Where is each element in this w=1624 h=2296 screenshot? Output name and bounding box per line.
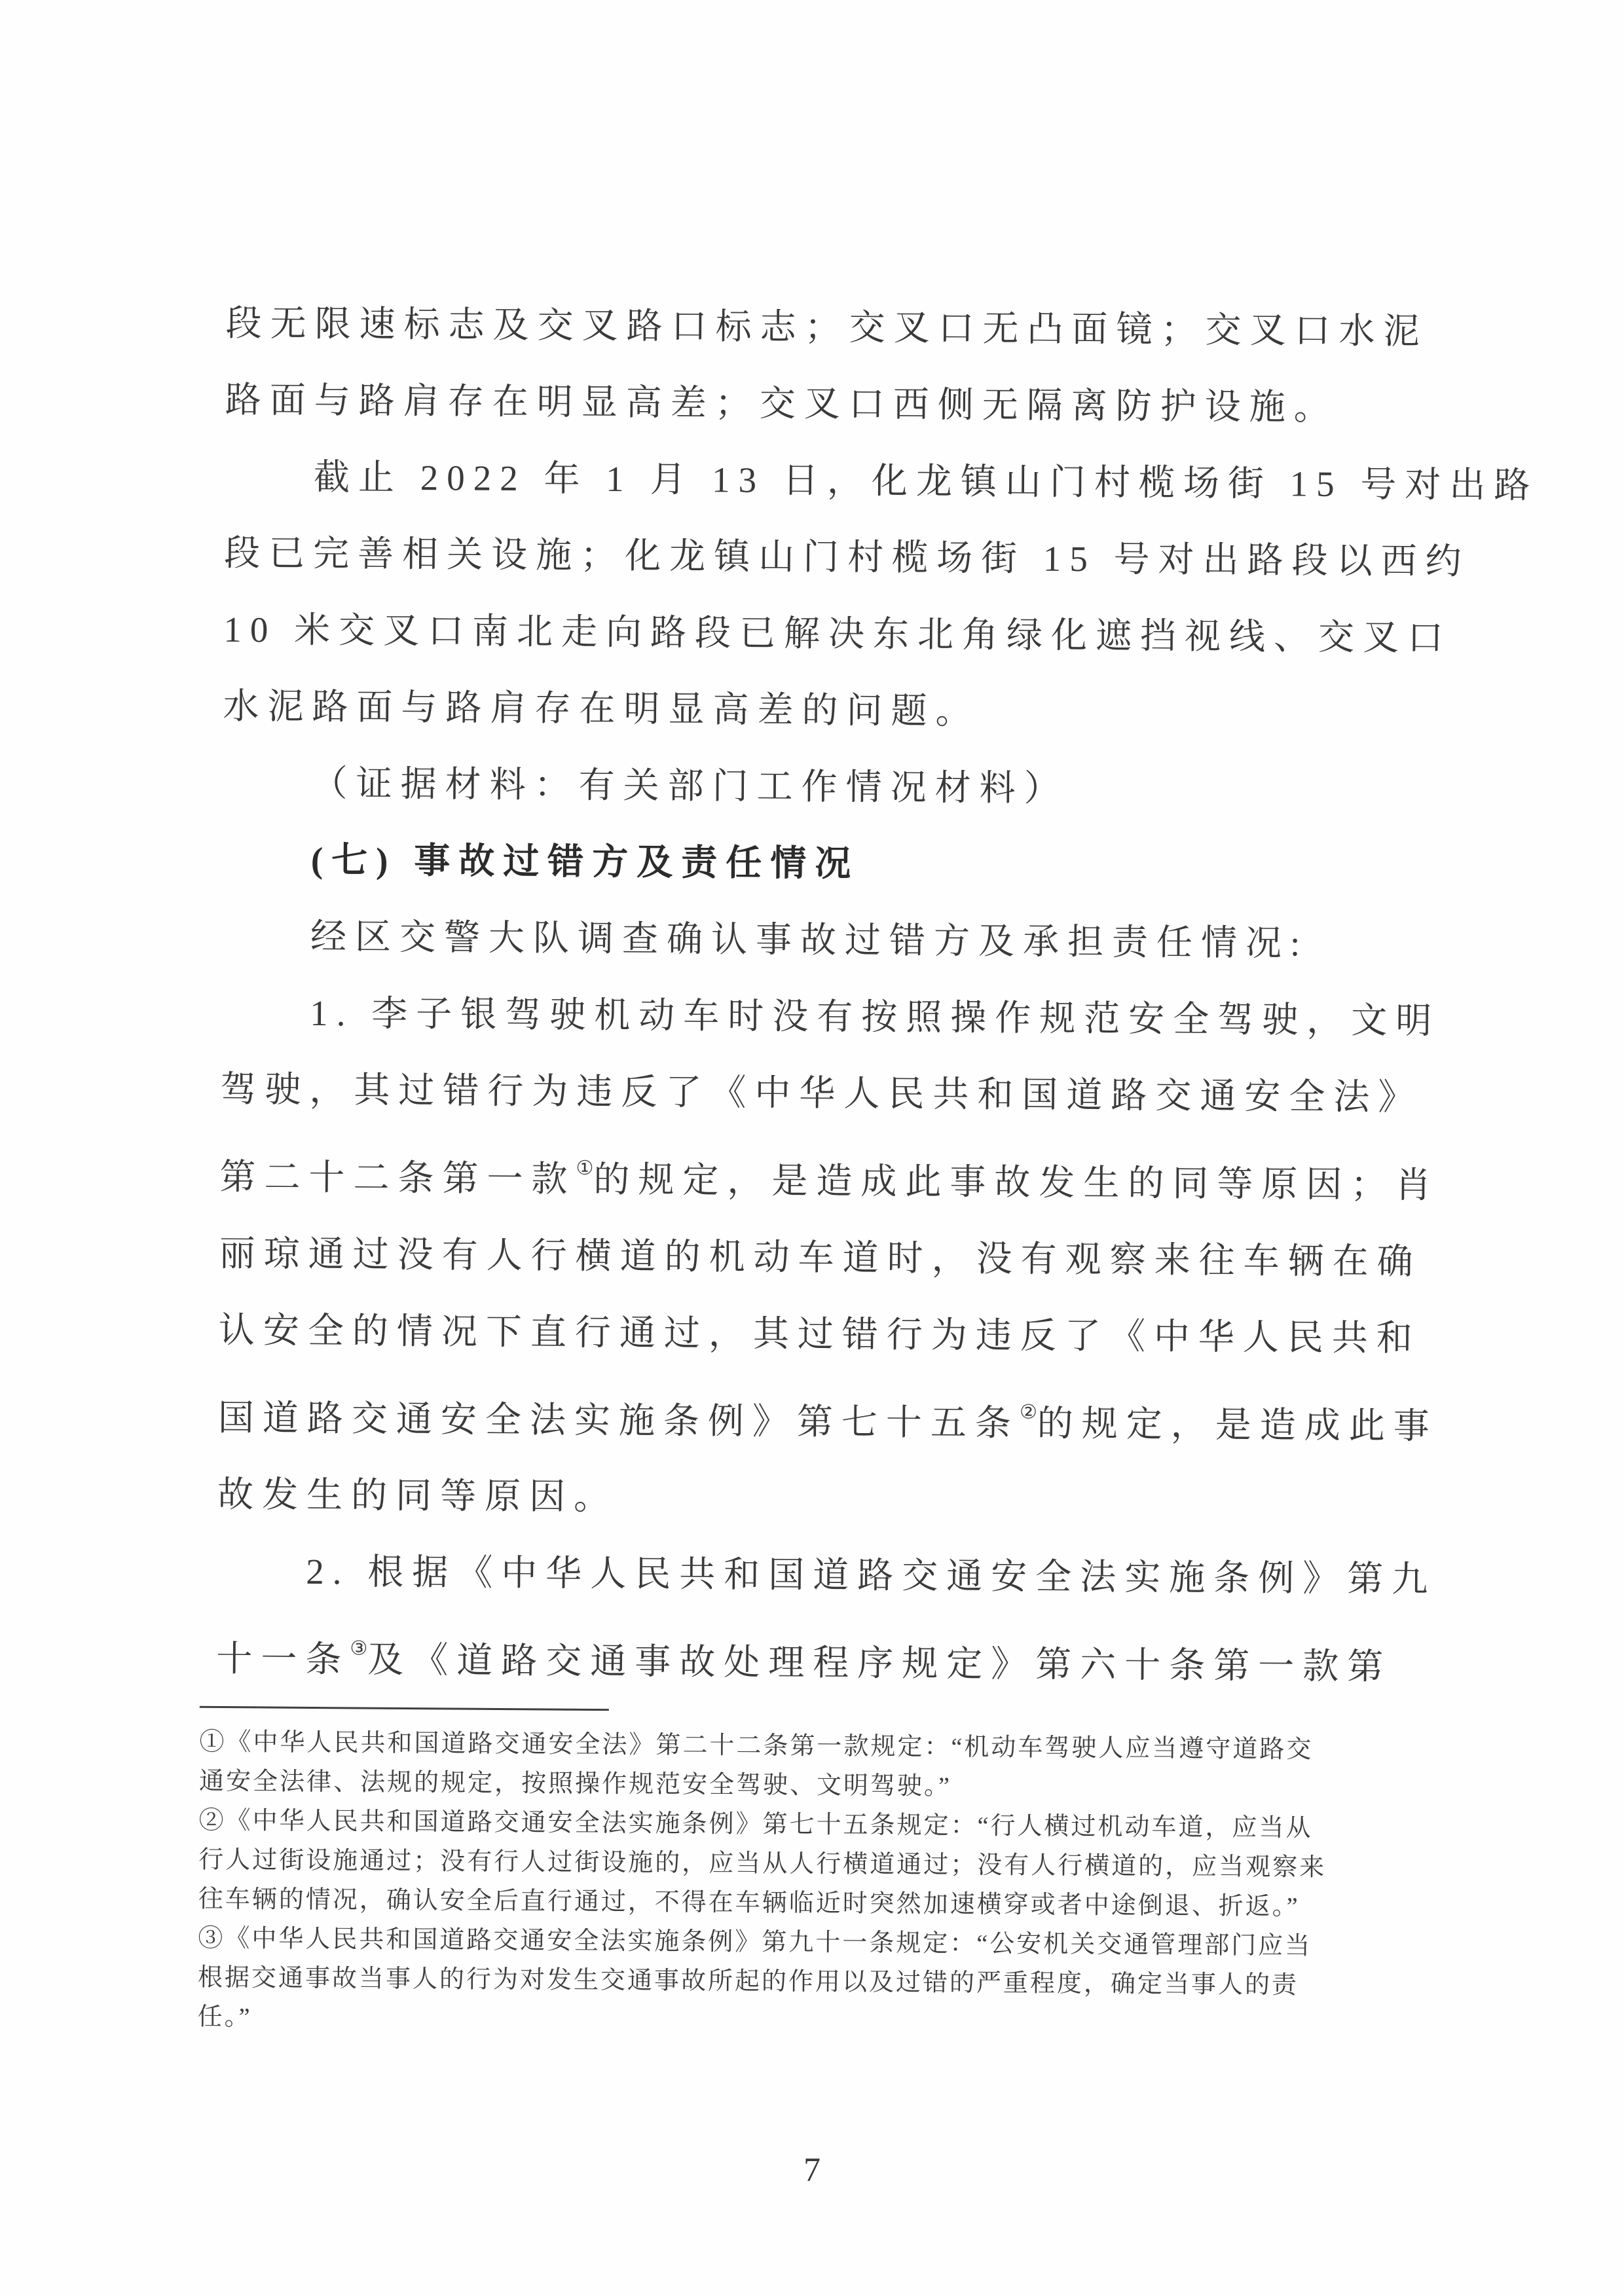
footnote-separator <box>200 1706 609 1711</box>
body-line-14: 认安全的情况下直行通过，其过错行为违反了《中华人民共和 <box>218 1309 1422 1358</box>
body-line-11: 驾驶，其过错行为违反了《中华人民共和国道路交通安全法》 <box>220 1068 1423 1118</box>
document-body <box>216 285 1539 1705</box>
body-line-15-text: 国道路交通安全法实施条例》第七十五条 <box>217 1397 1020 1444</box>
footnote-ref-2: ② <box>1019 1401 1038 1423</box>
footnote-line-2: 通安全法律、法规的规定，按照操作规范安全驾驶、文明驾驶。” <box>198 1767 952 1800</box>
body-line-12-text-after: 的规定，是造成此事故发生的同等原因；肖 <box>593 1159 1440 1205</box>
body-line-7: （证据材料：有关部门工作情况材料） <box>311 763 1069 809</box>
page-number: 7 <box>803 2151 821 2189</box>
footnote-ref-3: ③ <box>350 1637 368 1660</box>
footnote-line-6: ③《中华人民共和国道路交通安全法实施条例》第九十一条规定：“公安机关交通管理部门应当 <box>198 1924 1312 1960</box>
body-line-2: 路面与路肩存在明显高差；交叉口西侧无隔离防护设施。 <box>225 379 1338 428</box>
body-line-13: 丽琼通过没有人行横道的机动车道时，没有观察来往车辆在确 <box>219 1233 1422 1282</box>
body-line-3: 截止 2022 年 1 月 13 日，化龙镇山门村榄场街 15 号对出路 <box>313 456 1539 506</box>
footnotes <box>197 1722 1417 2045</box>
footnote-ref-1: ① <box>576 1157 594 1179</box>
body-line-15 <box>217 1368 1439 1465</box>
body-line-18 <box>216 1609 1418 1705</box>
body-line-18-text-after: 及《道路交通事故处理程序规定》第六十条第一款第 <box>367 1639 1392 1687</box>
footnote-line-5: 往车辆的情况，确认安全后直行通过，不得在车辆临近时突然加速横穿或者中途倒退、折返。” <box>198 1885 1300 1921</box>
body-line-17: 2. 根据《中华人民共和国道路交通安全法实施条例》第九 <box>306 1551 1437 1599</box>
body-line-10: 1. 李子银驾驶机动车时没有按照操作规范安全驾驶，文明 <box>310 993 1441 1041</box>
body-line-1: 段无限速标志及交叉路口标志；交叉口无凸面镜；交叉口水泥 <box>225 302 1428 352</box>
footnote-line-7: 根据交通事故当事人的行为对发生交通事故所起的作用以及过错的严重程度，确定当事人的责 <box>197 1963 1299 1999</box>
section-heading: (七) 事故过错方及责任情况 <box>310 839 860 884</box>
footnote-line-8: 任。” <box>197 2003 252 2032</box>
body-line-5: 10 米交叉口南北走向路段已解决东北角绿化遮挡视线、交叉口 <box>223 609 1452 659</box>
body-line-12 <box>219 1127 1440 1224</box>
body-line-6: 水泥路面与路肩存在明显高差的问题。 <box>223 685 980 732</box>
body-line-18-text: 十一条 <box>216 1638 350 1680</box>
body-line-4: 段已完善相关设施；化龙镇山门村榄场街 15 号对出路段以西约 <box>223 532 1470 582</box>
body-line-15-text-after: 的规定，是造成此事 <box>1037 1403 1439 1446</box>
footnote-line-4: 行人过街设施通过；没有行人过街设施的，应当从人行横道通过；没有人行横道的，应当观察来 <box>198 1846 1327 1882</box>
body-line-12-text: 第二十二条第一款 <box>219 1156 576 1199</box>
footnote-line-1: ①《中华人民共和国道路交通安全法》第二十二条第一款规定：“机动车驾驶人应当遵守道路交 <box>199 1728 1314 1764</box>
footnote-line-3: ②《中华人民共和国道路交通安全法实施条例》第七十五条规定：“行人横过机动车道，应当从 <box>198 1806 1313 1842</box>
page-content <box>197 285 1539 2045</box>
body-line-16: 故发生的同等原因。 <box>217 1474 619 1518</box>
body-line-9: 经区交警大队调查确认事故过错方及承担责任情况: <box>310 916 1309 964</box>
